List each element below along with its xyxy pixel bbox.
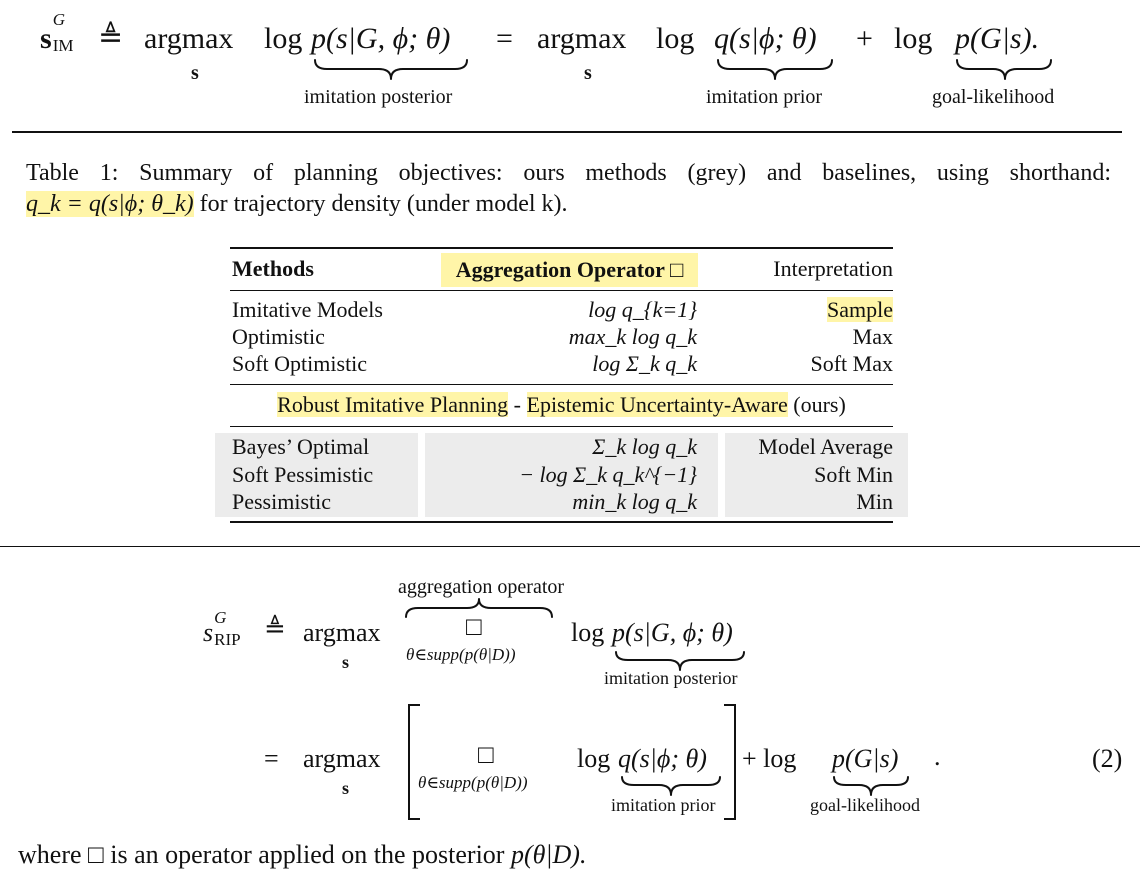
table-section-rule-bottom — [230, 426, 893, 427]
eq2-term-goal: p(G|s) — [832, 744, 899, 773]
table-bottom-rule — [230, 521, 893, 523]
row-method: Soft Optimistic — [232, 351, 368, 376]
bottom-divider — [0, 546, 1140, 547]
footer-box: □ — [88, 840, 104, 869]
eq2-theta-sub-b: θ∈supp(p(θ|D)) — [418, 773, 528, 792]
eq2-period: . — [934, 742, 941, 771]
eq1-argmax-var-2: s — [584, 62, 592, 84]
section-ours: (ours) — [793, 392, 846, 417]
eq2-plus-log: + log — [742, 744, 797, 773]
caption-line-2 — [26, 189, 568, 220]
eq1-underbrace-goal — [955, 58, 1055, 82]
eq1-argmax-1: argmax — [144, 22, 234, 55]
section-robust-imitative-planning: Robust Imitative Planning — [277, 392, 509, 417]
eq1-equals: = — [496, 22, 513, 55]
eq1-term-goal: p(G|s). — [955, 22, 1040, 55]
table-top-rule — [230, 247, 893, 249]
table-section-heading — [230, 392, 893, 418]
eq2-equals: = — [264, 744, 279, 773]
eq2-number: (2) — [1092, 744, 1123, 773]
row-interpretation: Min — [856, 489, 893, 514]
row-operator: − log Σ_k q_k^{−1} — [519, 462, 697, 487]
eq1-argmax-2: argmax — [537, 22, 627, 55]
eq2-log: log — [571, 618, 605, 647]
row-interpretation — [700, 297, 893, 323]
row-method: Soft Pessimistic — [232, 462, 374, 487]
eq2-lhs-sub: RIP — [214, 630, 241, 649]
row-operator: log Σ_k q_k — [592, 351, 697, 376]
eq2-defeq: ≜ — [264, 614, 286, 643]
eq1-log-2: log — [656, 22, 695, 55]
eq2-underbrace-prior — [620, 775, 722, 797]
eq2-label-posterior: imitation posterior — [604, 668, 738, 688]
eq1-plus: + — [856, 22, 873, 55]
interp-sample: Sample — [827, 297, 893, 322]
caption-line-2-rest: for trajectory density (under model k). — [199, 191, 568, 217]
eq1-lhs — [40, 10, 74, 56]
eq1-term-prior: q(s|ϕ; θ) — [714, 22, 817, 55]
eq2-label-aggregation: aggregation operator — [398, 576, 565, 598]
eq2-lhs — [203, 608, 241, 649]
eq2-box: □ — [466, 612, 482, 641]
eq1-defeq: ≜ — [98, 21, 124, 54]
eq2-argmax-var-b: s — [342, 778, 350, 798]
row-method: Bayes’ Optimal — [232, 434, 370, 459]
section-epistemic-uncertainty-aware: Epistemic Uncertainty-Aware — [526, 392, 788, 417]
eq1-underbrace-posterior — [313, 58, 469, 82]
row-method: Imitative Models — [232, 297, 383, 322]
eq1-log-3: log — [894, 22, 933, 55]
eq1-argmax-var-1: s — [191, 62, 199, 84]
eq1-log-1: log — [264, 22, 303, 55]
eq2-theta-sub: θ∈supp(p(θ|D)) — [406, 645, 516, 664]
footer-text: is an operator applied on the posterior — [110, 840, 505, 869]
eq2-argmax: argmax — [303, 618, 381, 647]
row-operator: Σ_k log q_k — [592, 434, 697, 459]
eq2-label-prior: imitation prior — [611, 795, 716, 815]
eq1-lhs-sup: G — [52, 10, 65, 29]
row-method: Pessimistic — [232, 489, 332, 514]
eq1-label-goal: goal-likelihood — [932, 86, 1055, 108]
eq1-lhs-sub: IM — [52, 36, 74, 55]
eq1-label-prior: imitation prior — [706, 86, 823, 108]
eq1-label-posterior: imitation posterior — [304, 86, 453, 108]
eq2-label-goal: goal-likelihood — [810, 795, 920, 815]
footer-posterior: p(θ|D). — [510, 840, 587, 869]
eq1-underbrace-prior — [716, 58, 834, 82]
table-header-rule — [230, 290, 893, 291]
eq1-lhs-symbol: s — [40, 22, 52, 55]
row-interpretation: Model Average — [758, 434, 893, 459]
eq2-underbrace-goal — [832, 775, 910, 797]
eq2-left-bracket — [408, 704, 420, 820]
section-dash: - — [513, 392, 521, 417]
header-methods: Methods — [232, 256, 314, 281]
row-interpretation: Soft Min — [814, 462, 893, 487]
eq2-box-b: □ — [478, 740, 494, 769]
eq2-argmax-b: argmax — [303, 744, 381, 773]
eq2-right-bracket — [724, 704, 736, 820]
top-divider — [12, 131, 1122, 133]
eq1-term-posterior: p(s|G, ϕ; θ) — [311, 22, 451, 55]
eq2-lhs-sup: G — [214, 608, 227, 627]
eq2-term-prior: q(s|ϕ; θ) — [618, 744, 707, 773]
row-method: Optimistic — [232, 324, 325, 349]
header-aggregation-operator: Aggregation Operator □ — [441, 253, 698, 287]
header-interpretation: Interpretation — [773, 256, 893, 281]
row-interpretation: Max — [852, 324, 893, 349]
caption-shorthand: q_k = q(s|ϕ; θ_k) — [26, 191, 194, 217]
eq2-term-posterior: p(s|G, ϕ; θ) — [612, 618, 733, 647]
table-section-rule-top — [230, 384, 893, 385]
footer-where: where — [18, 840, 82, 869]
eq2-lhs-symbol: s — [203, 618, 214, 647]
row-interpretation: Soft Max — [810, 351, 893, 376]
eq2-log-b: log — [577, 744, 611, 773]
row-operator: log q_{k=1} — [588, 297, 697, 322]
caption-line-1: Table 1: Summary of planning objectives: ours methods (grey) and baselines, using shorthand: — [26, 160, 1111, 186]
footer-sentence — [18, 840, 586, 870]
eq2-argmax-var: s — [342, 652, 350, 672]
row-operator: min_k log q_k — [572, 489, 697, 514]
row-operator: max_k log q_k — [568, 324, 697, 349]
